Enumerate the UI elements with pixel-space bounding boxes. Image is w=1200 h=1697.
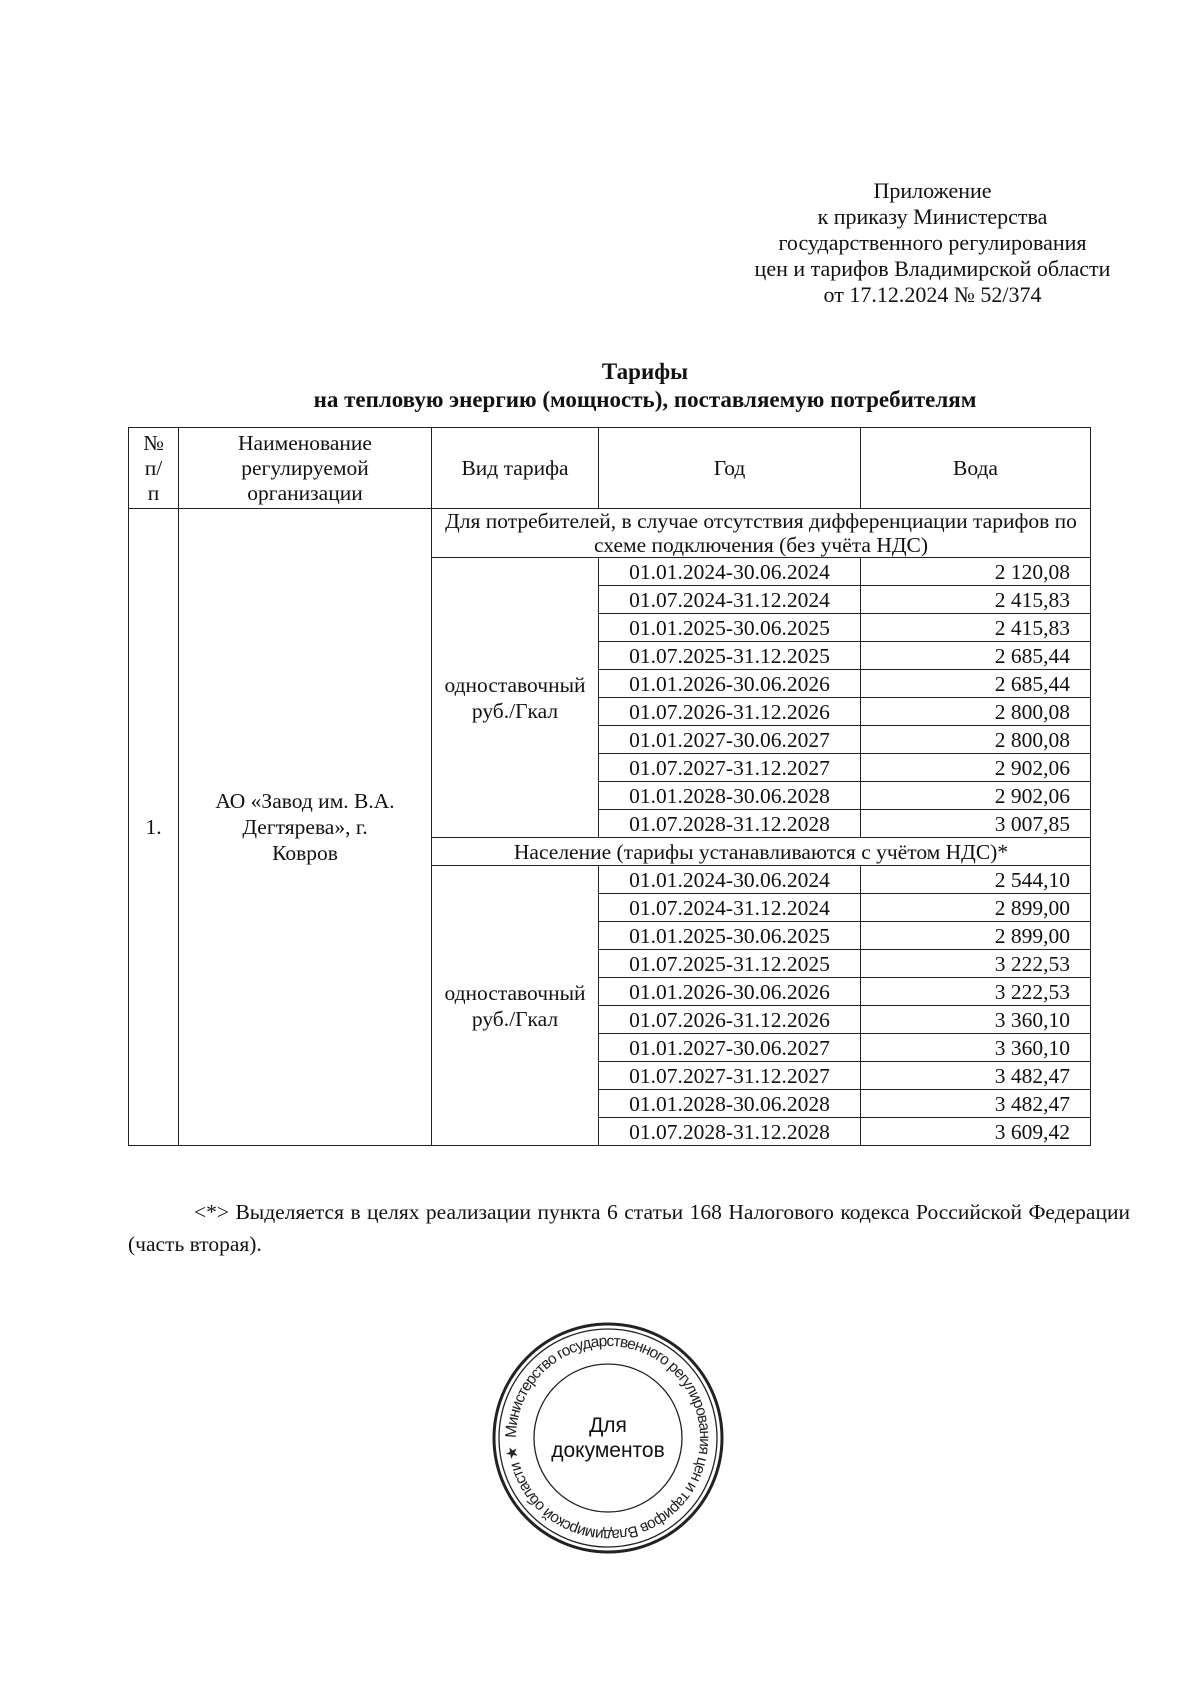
stamp-center-text <box>488 1413 728 1463</box>
organization-name: АО «Завод им. В.А. Дегтярева», г. Ковров <box>179 509 432 1146</box>
tariff-kind: одноставочный руб./Гкал <box>432 866 599 1146</box>
water-value-cell: 2 685,44 <box>861 670 1091 698</box>
water-value-cell: 2 800,08 <box>861 726 1091 754</box>
period-cell: 01.01.2024-30.06.2024 <box>599 558 861 586</box>
period-cell: 01.01.2025-30.06.2025 <box>599 614 861 642</box>
row-number: 1. <box>129 509 179 1146</box>
water-value-cell: 2 899,00 <box>861 894 1091 922</box>
document-title <box>120 358 1170 414</box>
appendix-line: государственного регулирования <box>778 230 1087 255</box>
water-value-cell: 3 482,47 <box>861 1090 1091 1118</box>
period-cell: 01.01.2027-30.06.2027 <box>599 1034 861 1062</box>
appendix-header <box>720 178 1145 308</box>
section-title: Для потребителей, в случае отсутствия дифференциации тарифов по схеме подключения (без учёта НДС) <box>432 509 1091 558</box>
section-header-row <box>129 509 1091 558</box>
water-value-cell: 3 360,10 <box>861 1034 1091 1062</box>
period-cell: 01.07.2024-31.12.2024 <box>599 586 861 614</box>
water-value-cell: 3 222,53 <box>861 978 1091 1006</box>
table-header-row <box>129 428 1091 509</box>
footnote: <*> Выделяется в целях реализации пункта 6 статьи 168 Налогового кодекса Российской Федерации (часть вторая). <box>128 1200 1130 1256</box>
water-value-cell: 3 222,53 <box>861 950 1091 978</box>
period-cell: 01.01.2028-30.06.2028 <box>599 782 861 810</box>
title-line-1: Тарифы <box>601 359 689 384</box>
water-value-cell: 2 685,44 <box>861 642 1091 670</box>
header-year: Год <box>599 428 861 509</box>
period-cell: 01.01.2028-30.06.2028 <box>599 1090 861 1118</box>
title-line-2: на тепловую энергию (мощность), поставляемую потребителям <box>313 387 977 412</box>
water-value-cell: 3 007,85 <box>861 810 1091 838</box>
water-value-cell: 2 902,06 <box>861 754 1091 782</box>
appendix-line: к приказу Министерства <box>817 204 1048 229</box>
stamp-center-line1: Для <box>589 1414 627 1437</box>
water-value-cell: 2 544,10 <box>861 866 1091 894</box>
period-cell: 01.07.2026-31.12.2026 <box>599 1006 861 1034</box>
period-cell: 01.01.2024-30.06.2024 <box>599 866 861 894</box>
stamp-center-line2: документов <box>551 1439 665 1462</box>
header-kind: Вид тарифа <box>432 428 599 509</box>
water-value-cell: 3 482,47 <box>861 1062 1091 1090</box>
appendix-line: от 17.12.2024 № 52/374 <box>823 282 1042 307</box>
water-value-cell: 2 902,06 <box>861 782 1091 810</box>
period-cell: 01.07.2027-31.12.2027 <box>599 754 861 782</box>
water-value-cell: 2 415,83 <box>861 614 1091 642</box>
header-num: № п/п <box>129 428 179 509</box>
appendix-line: Приложение <box>873 178 992 203</box>
period-cell: 01.07.2026-31.12.2026 <box>599 698 861 726</box>
water-value-cell: 2 899,00 <box>861 922 1091 950</box>
period-cell: 01.01.2026-30.06.2026 <box>599 978 861 1006</box>
section-title: Население (тарифы устанавливаются с учётом НДС)* <box>432 838 1091 866</box>
header-water: Вода <box>861 428 1091 509</box>
period-cell: 01.01.2026-30.06.2026 <box>599 670 861 698</box>
header-org: Наименование регулируемой организации <box>179 428 432 509</box>
tariff-table <box>128 427 1091 1146</box>
period-cell: 01.07.2027-31.12.2027 <box>599 1062 861 1090</box>
period-cell: 01.07.2028-31.12.2028 <box>599 1118 861 1146</box>
water-value-cell: 3 360,10 <box>861 1006 1091 1034</box>
stamp-ring-text: Министерство государственного регулирования цен и тарифов Владимирской области ★ <box>502 1332 714 1544</box>
water-value-cell: 2 120,08 <box>861 558 1091 586</box>
table-body <box>129 509 1091 1146</box>
tariff-kind: одноставочный руб./Гкал <box>432 558 599 838</box>
official-stamp <box>488 1318 728 1558</box>
appendix-line: цен и тарифов Владимирской области <box>754 256 1111 281</box>
period-cell: 01.07.2028-31.12.2028 <box>599 810 861 838</box>
period-cell: 01.01.2025-30.06.2025 <box>599 922 861 950</box>
period-cell: 01.07.2025-31.12.2025 <box>599 642 861 670</box>
period-cell: 01.07.2025-31.12.2025 <box>599 950 861 978</box>
period-cell: 01.01.2027-30.06.2027 <box>599 726 861 754</box>
water-value-cell: 2 800,08 <box>861 698 1091 726</box>
period-cell: 01.07.2024-31.12.2024 <box>599 894 861 922</box>
water-value-cell: 2 415,83 <box>861 586 1091 614</box>
water-value-cell: 3 609,42 <box>861 1118 1091 1146</box>
